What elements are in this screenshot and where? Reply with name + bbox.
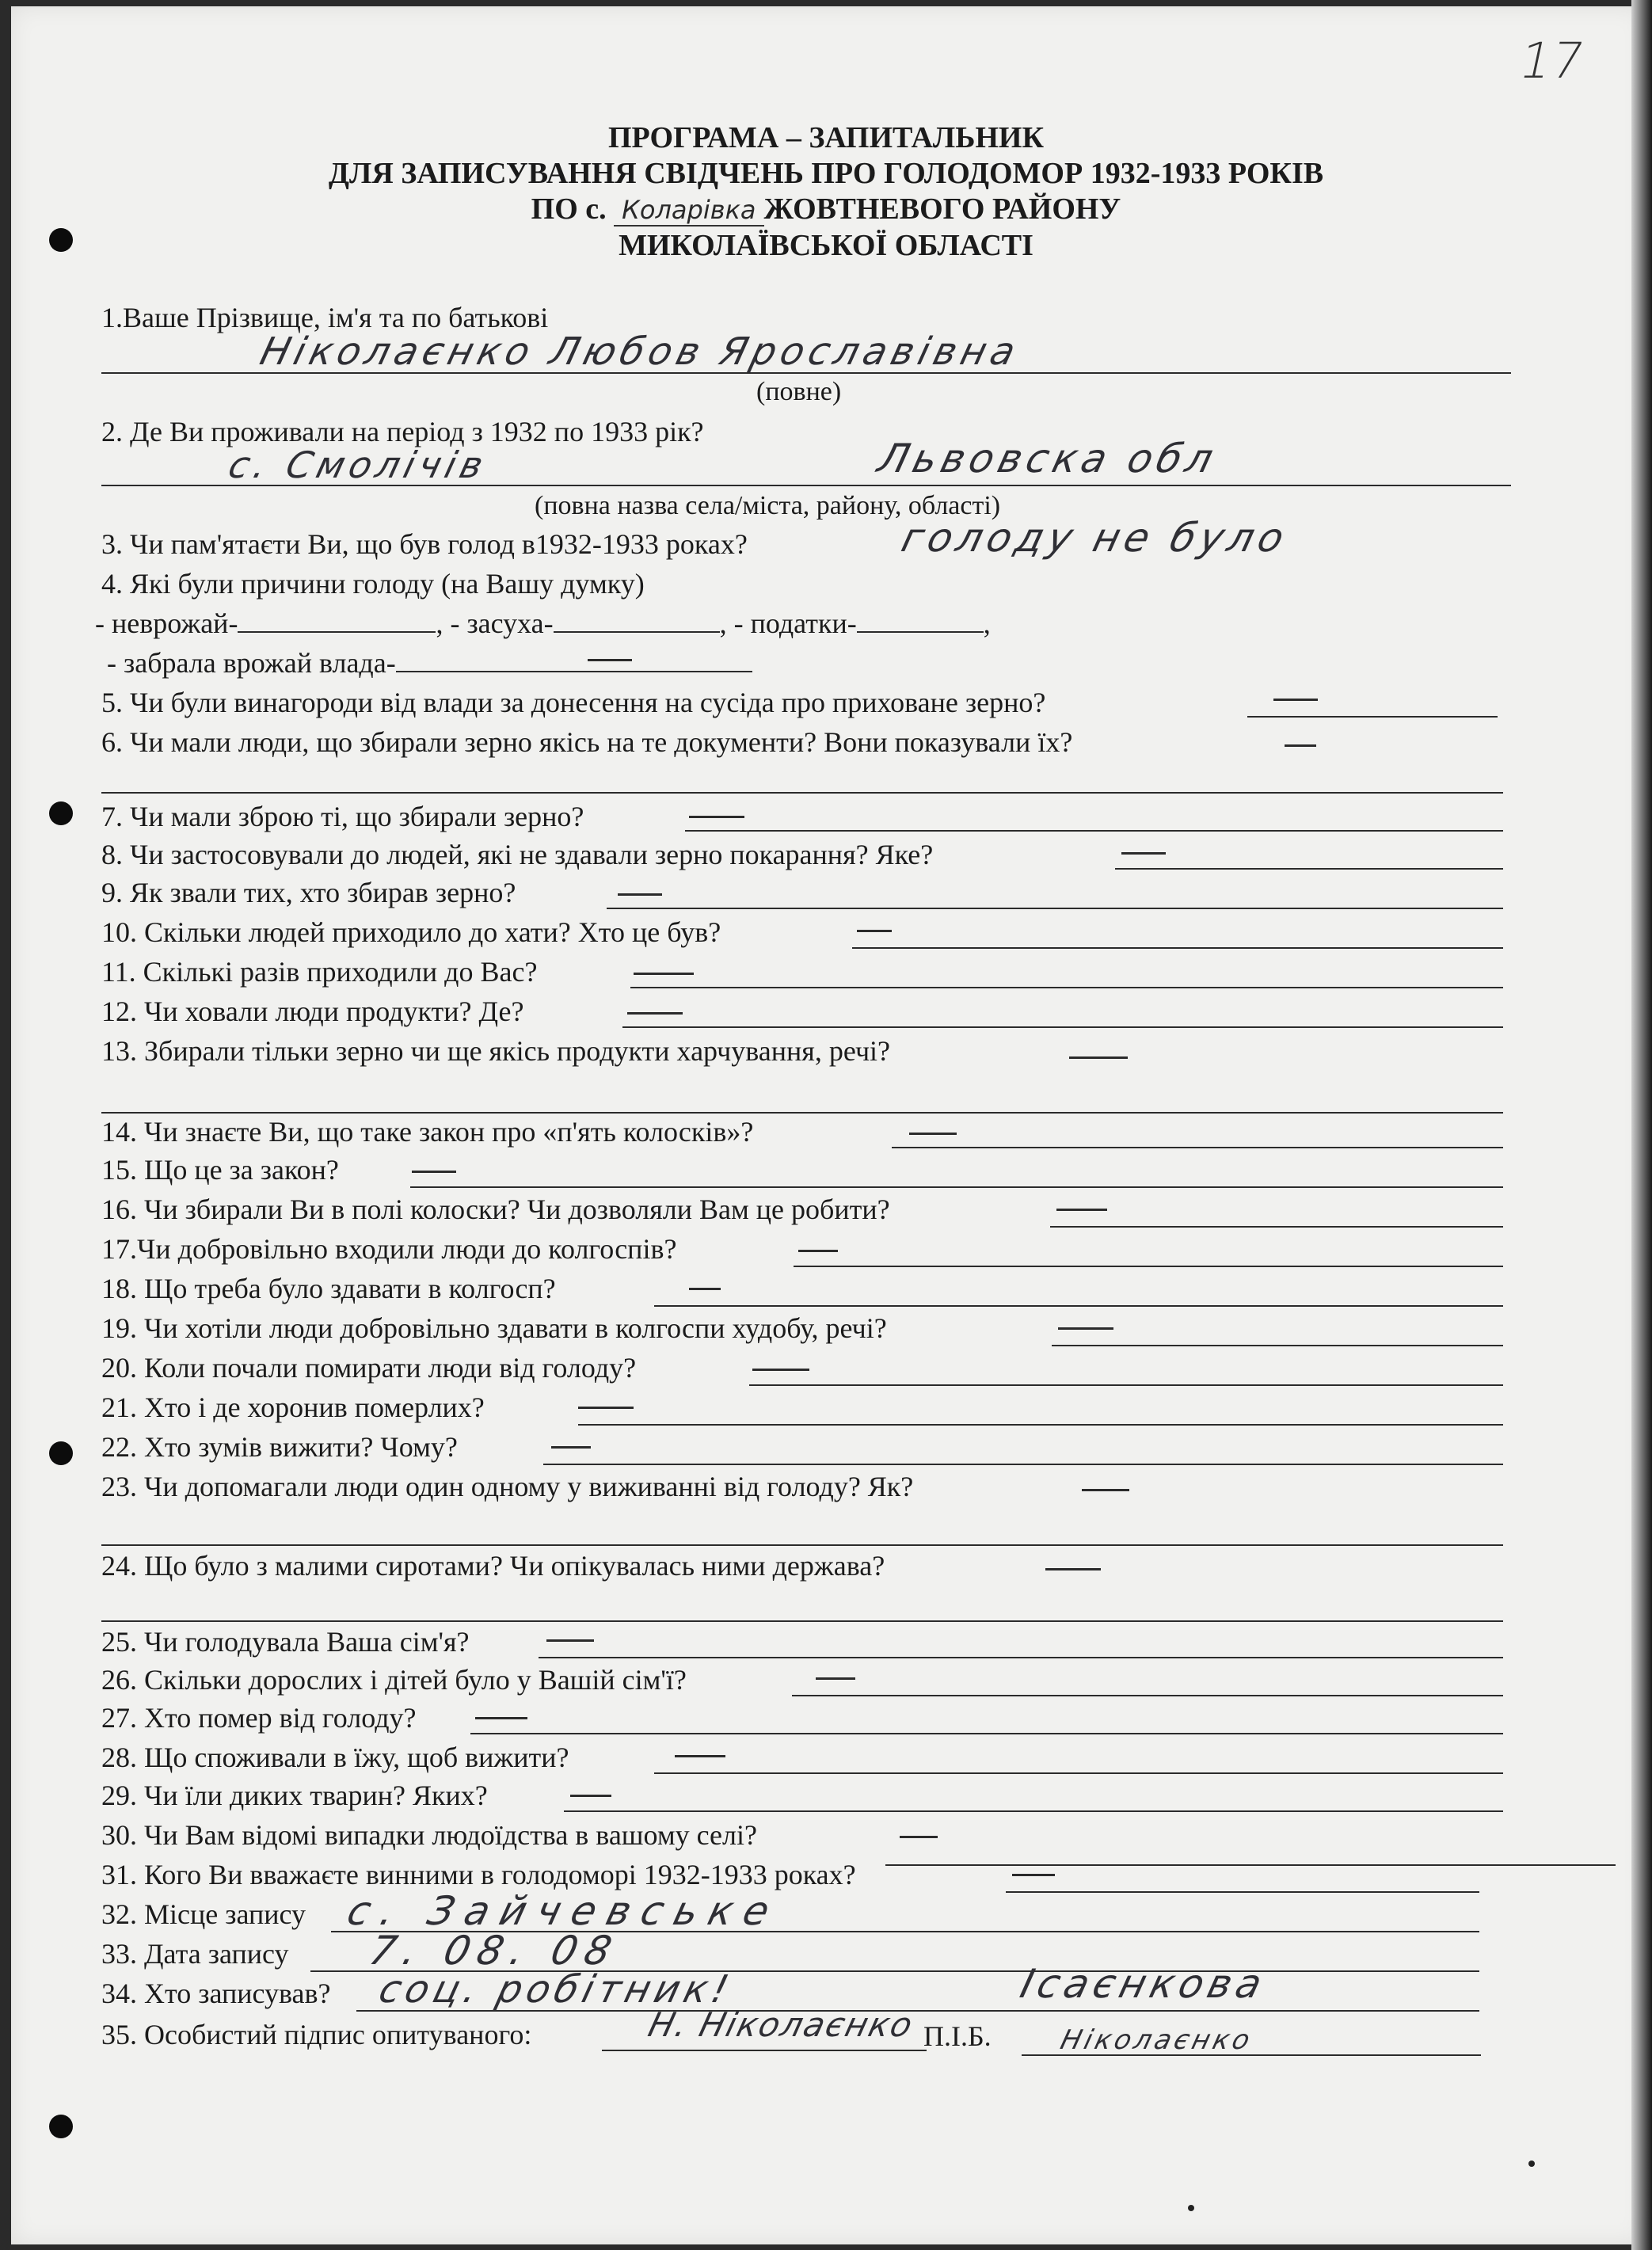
answer-line xyxy=(539,1657,1503,1658)
question-32-answer: с. Зайчевське xyxy=(342,1888,786,1934)
question-28: 28. Що споживали в їжу, щоб вижити? xyxy=(101,1742,569,1773)
answer-line xyxy=(607,908,1503,909)
answer-line xyxy=(1052,1345,1503,1346)
ink-speck xyxy=(1528,2161,1535,2167)
dash-mark xyxy=(546,1639,594,1642)
header-line-4: МИКОЛАЇВСЬКОЇ ОБЛАСТІ xyxy=(619,229,1033,262)
answer-line xyxy=(101,1544,1503,1546)
question-27: 27. Хто помер від голоду? xyxy=(101,1702,417,1734)
dash-mark xyxy=(675,1755,725,1757)
answer-line xyxy=(101,1620,1503,1622)
question-4-options-row: - неврожай- , - засуха- , - податки- , xyxy=(95,607,991,639)
header-line-3 xyxy=(0,192,1652,228)
dash-mark xyxy=(1273,699,1318,701)
signature-line xyxy=(602,2050,927,2051)
question-32-label: 32. Місце запису xyxy=(101,1898,306,1930)
answer-line xyxy=(543,1464,1503,1465)
header-line-2: ДЛЯ ЗАПИСУВАННЯ СВІДЧЕНЬ ПРО ГОЛОДОМОР 1932-1933 РОКІВ xyxy=(328,157,1324,190)
header-district: ЖОВТНЕВОГО РАЙОНУ xyxy=(763,192,1121,226)
dash-mark xyxy=(1056,1209,1107,1211)
answer-line xyxy=(578,1424,1503,1426)
question-5: 5. Чи були винагороди від влади за донесення на сусіда про приховане зерно? xyxy=(101,687,1046,718)
answer-line xyxy=(564,1810,1503,1812)
question-9: 9. Як звали тих, хто збирав зерно? xyxy=(101,877,516,908)
question-30: 30. Чи Вам відомі випадки людоїдства в вашому селі? xyxy=(101,1819,757,1851)
answer-line xyxy=(794,1266,1503,1267)
answer-line xyxy=(1247,716,1498,718)
dash-mark xyxy=(627,1012,683,1015)
dash-mark xyxy=(689,1288,721,1290)
option-taxes: , - податки- xyxy=(719,607,857,639)
answer-line xyxy=(892,1147,1503,1148)
pib-answer: Ніколаєнко xyxy=(1057,2024,1257,2056)
answer-line xyxy=(749,1384,1503,1386)
dash-mark xyxy=(689,816,744,818)
page-number: 17 xyxy=(1514,32,1589,89)
question-3-label: 3. Чи пам'ятаєти Ви, що був голод в1932-1933 роках? xyxy=(101,528,748,560)
question-25: 25. Чи голодувала Ваша сім'я? xyxy=(101,1626,470,1658)
answer-line xyxy=(101,485,1511,486)
dash-mark xyxy=(475,1717,527,1719)
answer-line xyxy=(654,1305,1503,1307)
answer-line xyxy=(1006,1891,1479,1893)
question-31: 31. Кого Ви вважаєте винними в голодоморі 1932-1933 роках? xyxy=(101,1859,856,1890)
ink-speck xyxy=(1188,2205,1194,2211)
dash-mark xyxy=(900,1836,938,1838)
question-6: 6. Чи мали люди, що збирали зерно якісь на те документи? Вони показували їх? xyxy=(101,726,1073,758)
dash-mark xyxy=(816,1677,855,1680)
question-33-label: 33. Дата запису xyxy=(101,1938,289,1970)
document-header xyxy=(0,120,1652,264)
answer-line xyxy=(101,1112,1503,1114)
dash-mark xyxy=(1045,1568,1101,1570)
question-7: 7. Чи мали зброю ті, що збирали зерно? xyxy=(101,801,584,832)
question-34-label: 34. Хто записував? xyxy=(101,1978,331,2009)
answer-line xyxy=(792,1695,1503,1696)
dash-mark xyxy=(578,1407,634,1409)
question-35-label: 35. Особистий підпис опитуваного: xyxy=(101,2019,532,2050)
answer-line xyxy=(622,1026,1503,1028)
dash-mark xyxy=(752,1369,809,1371)
question-34-answer-name: Ісаєнкова xyxy=(1015,1961,1272,2007)
dash-mark xyxy=(1121,852,1166,855)
dash-mark xyxy=(588,659,632,661)
dash-mark xyxy=(909,1133,957,1135)
question-2-answer-region: Львовска обл xyxy=(873,436,1223,482)
question-21: 21. Хто і де хоронив померлих? xyxy=(101,1391,485,1423)
dash-mark xyxy=(798,1250,838,1252)
question-29: 29. Чи їли диких тварин? Яких? xyxy=(101,1780,488,1811)
answer-line xyxy=(470,1733,1503,1734)
answer-line xyxy=(630,987,1503,988)
question-8: 8. Чи застосовували до людей, які не здавали зерно покарання? Яке? xyxy=(101,839,934,870)
pib-label: П.І.Б. xyxy=(923,2020,992,2052)
question-2-answer-village: с. Смолічів xyxy=(224,444,493,486)
answer-line xyxy=(1115,868,1503,870)
respondent-signature: Н. Ніколаєнко xyxy=(644,2005,918,2044)
answer-line xyxy=(410,1186,1503,1188)
header-village-handwritten: Коларівка xyxy=(614,195,763,227)
dash-mark xyxy=(412,1171,456,1173)
question-18: 18. Що треба було здавати в колгосп? xyxy=(101,1273,556,1304)
dash-mark xyxy=(857,930,892,932)
question-17: 17.Чи добровільно входили люди до колгоспів? xyxy=(101,1233,677,1265)
answer-line xyxy=(654,1772,1503,1774)
question-14: 14. Чи знаєте Ви, що таке закон про «п'ять колосків»? xyxy=(101,1116,754,1148)
question-16: 16. Чи збирали Ви в полі колоски? Чи дозволяли Вам це робити? xyxy=(101,1194,890,1225)
dash-mark xyxy=(570,1795,611,1797)
answer-line xyxy=(101,792,1503,794)
question-12: 12. Чи ховали люди продукти? Де? xyxy=(101,996,524,1027)
question-1-label: 1.Ваше Прізвище, ім'я та по батькові xyxy=(101,302,549,333)
header-village-prefix: ПО с. xyxy=(531,192,607,226)
page-edge-shadow xyxy=(1631,0,1652,2250)
punch-hole xyxy=(49,1441,73,1465)
question-10: 10. Скільки людей приходило до хати? Хто це був? xyxy=(101,916,721,948)
question-33-answer: 7. 08. 08 xyxy=(364,1928,624,1974)
question-19: 19. Чи хотіли люди добровільно здавати в колгоспи худобу, речі? xyxy=(101,1312,887,1344)
question-22: 22. Хто зумів вижити? Чому? xyxy=(101,1431,458,1463)
question-11: 11. Скількі разів приходили до Вас? xyxy=(101,956,538,988)
dash-mark xyxy=(1058,1327,1113,1330)
question-24: 24. Що було з малими сиротами? Чи опікувалась ними держава? xyxy=(101,1550,885,1582)
option-crop-failure: - неврожай- xyxy=(95,607,238,639)
header-line-1: ПРОГРАМА – ЗАПИТАЛЬНИК xyxy=(607,121,1045,154)
answer-line xyxy=(852,947,1503,949)
question-1-note: (повне) xyxy=(756,377,842,406)
dash-mark xyxy=(1082,1489,1129,1491)
answer-line xyxy=(685,830,1503,832)
dash-mark xyxy=(634,973,694,975)
question-13: 13. Збирали тільки зерно чи ще якісь продукти харчування, речі? xyxy=(101,1035,891,1067)
dash-mark xyxy=(1285,744,1316,747)
option-drought: , - засуха- xyxy=(436,607,554,639)
question-4-option-seized: - забрала врожай влада- xyxy=(107,646,1509,680)
punch-hole xyxy=(49,2115,73,2138)
question-1-answer: Ніколаєнко Любов Ярославівна xyxy=(256,329,1025,374)
dash-mark xyxy=(551,1446,591,1449)
question-2-note: (повна назва села/міста, району, області) xyxy=(535,491,1001,520)
question-15: 15. Що це за закон? xyxy=(101,1154,339,1186)
answer-line xyxy=(101,372,1511,374)
dash-mark xyxy=(1012,1874,1055,1876)
dash-mark xyxy=(618,893,662,896)
question-4-label: 4. Які були причини голоду (на Вашу думку) xyxy=(101,568,645,600)
question-20: 20. Коли почали помирати люди від голоду? xyxy=(101,1352,637,1384)
question-3-answer: голоду не було xyxy=(896,515,1294,561)
question-26: 26. Скільки дорослих і дітей було у Вашій сім'ї? xyxy=(101,1664,687,1696)
dash-mark xyxy=(1069,1056,1128,1059)
answer-line xyxy=(1050,1226,1503,1228)
question-23: 23. Чи допомагали люди один одному у виживанні від голоду? Як? xyxy=(101,1471,914,1502)
question-34-answer: соц. робітник! xyxy=(375,1967,738,2012)
punch-hole xyxy=(49,801,73,825)
question-2-label: 2. Де Ви проживали на період з 1932 по 1933 рік? xyxy=(101,416,704,447)
